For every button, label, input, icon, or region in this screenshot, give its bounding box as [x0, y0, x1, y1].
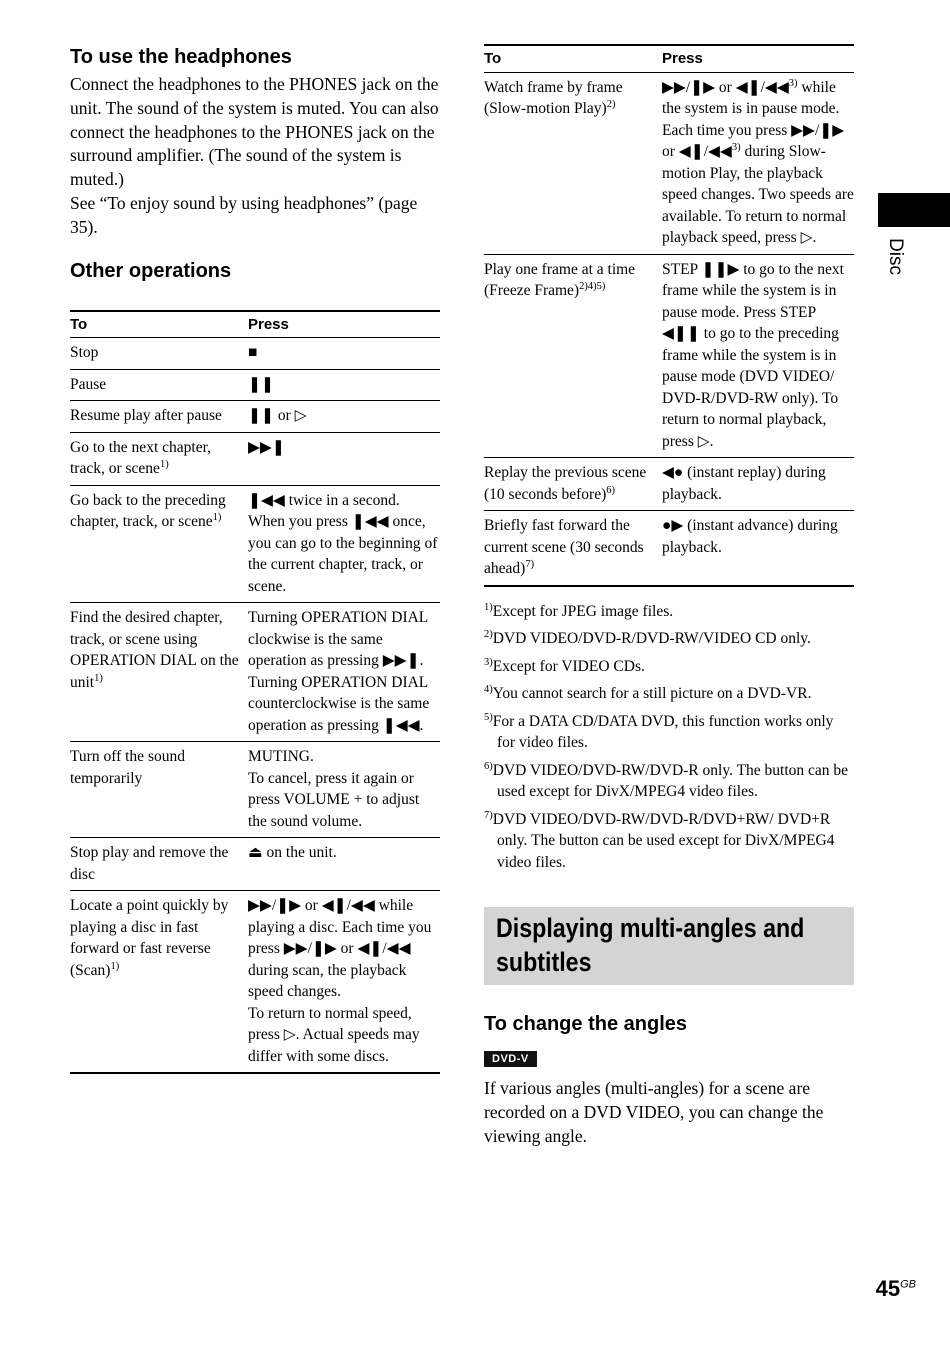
row-action	[70, 432, 248, 485]
table-row	[484, 72, 854, 254]
footnote-number: 2)	[484, 628, 493, 640]
section-banner	[484, 907, 854, 985]
table-header-row	[70, 311, 440, 338]
footnote-text: DVD VIDEO/DVD-RW/DVD-R/DVD+RW/ DVD+R only. The button can be used except for DivX/MPEG4 video files.	[492, 810, 835, 871]
row-press	[248, 603, 440, 742]
footnote-text: Except for VIDEO CDs.	[492, 657, 645, 675]
footnote-ref: 1)	[110, 960, 120, 972]
other-operations-heading: Other operations	[70, 259, 232, 282]
footnote-ref: 1)	[212, 511, 222, 523]
row-press-text: ●▶ (instant advance) during playback.	[662, 517, 838, 556]
row-press-note: Turning OPERATION DIAL counterclockwise is the same operation as pressing ❚◀◀.	[248, 673, 430, 734]
row-action-text: Find the desired chapter, track, or scene using OPERATION DIAL on the unit	[70, 609, 239, 691]
row-press-text: ▶▶/❚▶ or ◀❚/◀◀ while playing a disc. Each time you press ▶▶/❚▶ or ◀❚/◀◀ during scan, the playback speed changes.	[248, 897, 432, 1001]
row-action	[70, 485, 248, 603]
column-header-to: To	[484, 45, 662, 72]
operations-table	[70, 310, 440, 1075]
section-title: Displaying multi-angles and subtitles	[496, 913, 805, 977]
footnote-number: 6)	[484, 760, 493, 772]
footnote-number: 4)	[484, 683, 493, 695]
row-action	[484, 458, 662, 511]
page-number-suffix: GB	[900, 1278, 916, 1291]
footnote-ref: 3)	[731, 141, 741, 153]
footnote-number: 3)	[484, 656, 493, 668]
row-action	[70, 838, 248, 891]
footnote-text: You cannot search for a still picture on a DVD-VR.	[492, 685, 812, 702]
table-row	[70, 432, 440, 485]
row-press-text: ■	[248, 344, 258, 362]
column-header-to: To	[70, 311, 248, 338]
row-press	[248, 485, 440, 603]
footnote-number: 1)	[484, 601, 493, 613]
headphones-text: Connect the headphones to the PHONES jack on the unit. The sound of the system is muted. You can also connect the headphones to the PHONES jack on the surround amplifier. (The sound of the system is muted.)	[70, 74, 439, 190]
row-press	[662, 72, 854, 254]
footnote-ref: 1)	[159, 458, 169, 470]
footnote-ref: 3)	[788, 77, 798, 89]
row-action-text: Watch frame by frame (Slow-motion Play)	[484, 78, 623, 117]
row-action	[70, 369, 248, 401]
right-column	[484, 44, 854, 1148]
row-action	[70, 603, 248, 742]
footnote	[484, 683, 854, 705]
footnote-ref: 2)	[606, 98, 616, 110]
row-press	[248, 742, 440, 838]
row-press	[248, 338, 440, 370]
footnote-text: DVD VIDEO/DVD-RW/DVD-R only. The button can be used except for DivX/MPEG4 video files.	[492, 761, 849, 800]
row-press-text: ❚◀◀ twice in a second.	[248, 491, 400, 509]
footnote-number: 5)	[484, 711, 493, 723]
footnote-ref: 1)	[94, 672, 103, 684]
footnote	[484, 656, 854, 678]
row-action	[484, 254, 662, 458]
row-action-text: Go to the next chapter, track, or scene	[70, 438, 211, 478]
row-press-text: Turning OPERATION DIAL clockwise is the same operation as pressing ▶▶❚.	[248, 609, 428, 670]
table-row	[70, 742, 440, 838]
headphones-see: See “To enjoy sound by using headphones” (page 35).	[70, 192, 418, 237]
table-row	[70, 838, 440, 891]
row-action-text: Resume play after pause	[70, 407, 222, 425]
footnote-ref: 6)	[606, 484, 615, 496]
footnote	[484, 628, 854, 650]
row-action-text: Pause	[70, 375, 107, 393]
table-row	[484, 458, 854, 511]
row-press-text: ▶▶❚	[248, 438, 285, 456]
footnote-number: 7)	[484, 809, 493, 821]
headphones-heading: To use the headphones	[70, 46, 292, 68]
row-action-text: Briefly fast forward the current scene (30 seconds ahead)	[484, 517, 644, 577]
footnote	[484, 760, 854, 803]
table-row	[70, 603, 440, 742]
row-press-note: When you press ❚◀◀ once, you can go to the beginning of the current chapter, track, or scene.	[248, 513, 438, 595]
row-press	[248, 838, 440, 891]
row-press-text: STEP ❚❚▶ to go to the next frame while the system is in pause mode. Press STEP ◀❚❚ to go to the preceding frame while the system is in pause mode (DVD VIDEO/ DVD-R/DVD-RW only). To return to normal playback, press ▷.	[662, 260, 844, 450]
row-press-note: To cancel, press it again or press VOLUME + to adjust the sound volume.	[248, 769, 420, 830]
row-press-note: To return to normal speed, press ▷. Actual speeds may differ with some discs.	[248, 1004, 420, 1065]
operations-table-continued-body	[484, 72, 854, 586]
footnote	[484, 711, 854, 754]
side-tab-marker	[878, 193, 950, 227]
row-action	[70, 891, 248, 1074]
row-action	[484, 511, 662, 586]
row-press-text: ⏏ on the unit.	[248, 844, 337, 862]
table-row	[484, 511, 854, 586]
row-action-text: Stop play and remove the disc	[70, 844, 229, 883]
footnote-text: DVD VIDEO/DVD-R/DVD-RW/VIDEO CD only.	[492, 630, 811, 647]
row-press	[248, 401, 440, 433]
side-tab-label: Disc	[885, 238, 906, 275]
table-row	[70, 338, 440, 370]
row-press	[248, 891, 440, 1074]
footnote	[484, 601, 854, 623]
row-press-text: ❚❚ or ▷	[248, 407, 307, 425]
footnote-text: Except for JPEG image files.	[492, 602, 674, 620]
row-action	[70, 338, 248, 370]
row-action	[70, 742, 248, 838]
row-action-text: Go back to the preceding chapter, track, or scene	[70, 491, 226, 531]
table-row	[70, 485, 440, 603]
row-press	[662, 511, 854, 586]
row-press	[248, 432, 440, 485]
row-action	[70, 401, 248, 433]
page-number	[876, 1276, 916, 1302]
row-action-text: Turn off the sound temporarily	[70, 748, 185, 787]
footnote-ref: 7)	[525, 558, 535, 570]
table-row	[70, 891, 440, 1074]
change-angles-text: If various angles (multi-angles) for a scene are recorded on a DVD VIDEO, you can change the viewing angle.	[484, 1078, 824, 1146]
change-angles-heading: To change the angles	[484, 1013, 687, 1035]
row-press-text: ◀● (instant replay) during playback.	[662, 464, 826, 503]
row-press	[248, 369, 440, 401]
page-number-value: 45	[875, 1276, 901, 1301]
footnotes	[484, 601, 854, 874]
row-press-text: ❚❚	[248, 375, 274, 393]
footnote-text: For a DATA CD/DATA DVD, this function works only for video files.	[492, 712, 834, 751]
footnote	[484, 809, 854, 874]
row-press	[662, 458, 854, 511]
footnote-ref: 2)4)5)	[579, 280, 606, 292]
operations-table-body	[70, 338, 440, 1074]
row-press-text: during Slow-motion Play, the playback speed changes. Two speeds are available. To return to normal playback speed, press ▷.	[662, 143, 854, 246]
row-action-text: Locate a point quickly by playing a disc in fast forward or fast reverse (Scan)	[70, 897, 229, 979]
row-action-text: Replay the previous scene (10 seconds before)	[484, 464, 647, 503]
table-row	[484, 254, 854, 458]
operations-table-continued	[484, 44, 854, 587]
left-column	[70, 44, 440, 1074]
table-row	[70, 401, 440, 433]
row-press-text: ▶▶/❚▶ or ◀❚/◀◀	[662, 78, 789, 96]
row-press	[662, 254, 854, 458]
row-press-text: while the system is in pause mode. Each time you press ▶▶/❚▶ or ◀❚/◀◀	[662, 78, 845, 160]
row-action	[484, 72, 662, 254]
column-header-press: Press	[662, 45, 854, 72]
row-press-text: MUTING.	[248, 748, 314, 766]
row-action-text: Stop	[70, 344, 99, 362]
dvd-v-badge: DVD-V	[484, 1051, 537, 1067]
column-header-press: Press	[248, 311, 440, 338]
row-action-text: Play one frame at a time (Freeze Frame)	[484, 260, 636, 299]
table-row	[70, 369, 440, 401]
table-header-row	[484, 45, 854, 72]
